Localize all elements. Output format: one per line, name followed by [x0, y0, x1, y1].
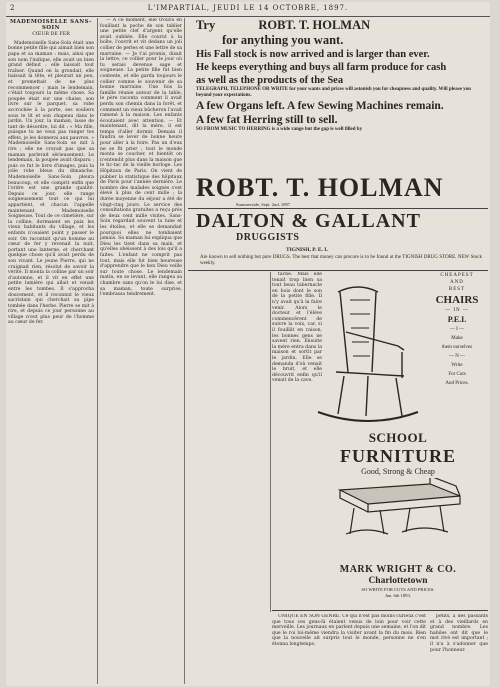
article-text: Mademoiselle Sans-Soin était une bonne petite fille qui aimait bien son papa et sa maman : mais, ainsi que son nom l'indique, elle avait un bien grand défaut ; elle laissait tout traîner. Quand on la grondait, elle baissait la tête, et pleurait un peu, et promettait de ne plus recommencer ; mais le lendemain, c'était toujours la même chose. Sa poupée était sur une chaise, son livre sur le parquet, sa robe accrochée à la porte, ses souliers sous le lit et son chapeau dans le jardin. Un jour, la maman, lasse de tant de désordre, lui dit : « Ma fille, puisque tu ne veux pas ranger tes effets, je les donnerai aux pauvres. » Mademoiselle Sans-Soin se mit à rire ; elle ne croyait pas que sa maman parlerait sérieusement. Le lendemain, la poupée avait disparu ; puis ce fut le livre d'images, puis la jolie robe bleue du dimanche. Mademoiselle Sans-Soin pleura beaucoup, et elle comprit enfin que l'ordre est une grande qualité. Depuis ce jour, elle range soigneusement tout ce qui lui appartient, et chacun l'appelle maintenant Mademoiselle Soigneuse. Tout de ce cimetière, sur la colline, dormaient en paix les vieux habitants du village, et les enfants n'osaient point y passer le soir. On racontait qu'un homme au cœur de fer y revenait la nuit, portant une lanterne, et cherchant quelque chose qu'il avait perdu de son vivant. Le jeune Pierre, qui ne craignait rien, résolut de savoir la vérité. Il monta la colline par un soir d'automne, et il vit en effet une petite lumière qui allait et venait entre les tombes. Il s'approcha doucement, et il reconnut le vieux sacristain qui cherchait sa pipe tombée dans l'herbe. Pierre se mit à rire, et depuis ce jour personne au village n'eut plus peur de l'homme au cœur de fer.	[8, 40, 94, 326]
mark-wright-name: MARK WRIGHT & CO.	[339, 564, 457, 575]
dalton-name: DALTON & GALLANT	[196, 210, 421, 232]
column-6	[430, 614, 488, 684]
column-3	[186, 202, 268, 672]
mark-wright-address: SO WRITE FOR CUTS AND PRICES.	[361, 587, 435, 592]
column-5	[272, 614, 426, 684]
ad-divider	[272, 610, 488, 611]
article-text: petits, à des passants et à des vieillards en grand nombre. Les habiles ont dit que le mot rivé est important ; il n'a à s'adonner que pour l'honneur.	[430, 614, 488, 653]
school-furniture-heading	[310, 430, 486, 477]
chairs-cheapest: CHEAPEST	[440, 273, 474, 278]
article-text: UNIQUE EN SON GENRE. Ce qui n'est pas moins curieux c'est que tous ces gens-là étaient venus de loin pour voir cette merveille. Les journaux en parlent depuis une semaine, et l'on dit que le roi lui-même viendra la visiter avant la fin du mois. Bien que la nouvelle ait surpris tout le monde, personne ne s'en étonna longtemps.	[272, 614, 426, 647]
furniture-label: FURNITURE	[339, 446, 456, 466]
masthead	[6, 2, 490, 17]
holman-small2: SO FROM MUSIC TO HERRING is a wide range but the gap is well filled by	[196, 127, 363, 132]
chairs-line: Write	[451, 363, 463, 368]
chairs-line: — N —	[448, 354, 466, 359]
page-number: 2	[10, 4, 16, 12]
mark-wright-ad	[310, 564, 486, 599]
chairs-best: BEST	[448, 287, 466, 292]
mark-wright-date: Jan. 6th 1893.	[385, 593, 411, 598]
holman-small1: TELEGRAPH, TELEPHONE OR WRITE for your wants and prices will astonish you for cheapness and quality. Will please you beyond your expectations.	[196, 87, 471, 98]
column-1	[8, 18, 94, 684]
chairs-line: them ourselves	[441, 345, 473, 350]
chairs-line: Make	[451, 336, 463, 341]
rocking-chair-illustration	[308, 272, 430, 432]
dalton-text: Are known to sell nothing but pure DRUGS. The best that money can procure is to be found at the TIGNISH DRUG STORE. NEW Stock weekly.	[200, 255, 482, 266]
holman-line2: His Fall stock is now arrived and is larger than ever.	[196, 49, 430, 60]
chairs-and: AND	[450, 280, 464, 285]
column-rule	[270, 272, 271, 612]
school-label: SCHOOL	[368, 430, 428, 445]
article-text: — A ce moment, elle trouva en fouillant la poche de son tablier une petite clef d'argent qu'elle avait oubliée. Elle courut à la boîte, l'ouvrit et vit dedans un joli collier de perles et une lettre de sa marraine. — Je t'ai promis, disait la lettre, ce collier pour le jour où tu serais devenue sage et soigneuse. La petite fille fut bien contente, et elle garda toujours le collier comme le souvenir de sa bonne marraine. Une fois la famille réunie autour de la table, le père raconta comment il avait perdu son chemin dans la forêt, et comment un vieux bûcheron l'avait ramené à la maison. Les enfants écoutaient avec attention. — Et maintenant, dit la mère, il est temps d'aller dormir. Demain il faudra se lever de bonne heure pour aller à la foire. Pas un d'eux ne se fit prier ; tout le monde monta se coucher, et bientôt on n'entendit plus dans la maison que le tic-tac de la vieille horloge. Les Hôpitaux de Paris. On vient de publier la statistique des hôpitaux de Paris pour l'année dernière. Le nombre des malades soignés s'est élevé à plus de cent mille ; la durée moyenne du séjour a été de vingt-cinq jours. Le service des consultations gratuites a reçu près de deux cent mille visites. Sans-Soin regardait souvent la lune et les étoiles, et elle se demandait pourquoi elles ne tombaient jamais. Sa maman lui expliqua que Dieu les tient dans sa main, et qu'elles obéissent à des lois qu'il a faites. L'enfant ne comprit pas tout, mais elle fut bien heureuse d'apprendre que le bon Dieu veille sur toute chose. Le lendemain matin, en se levant, elle rangea sa chambre sans qu'on le lui dise, et sa maman, toute surprise, l'embrassa tendrement.	[100, 18, 182, 298]
newspaper-page	[6, 2, 490, 686]
holman-bottom-name: ROBT. T. HOLMAN	[196, 173, 444, 202]
school-desk-illustration	[310, 478, 486, 538]
holman-line4: as well as the products of the Sea	[196, 75, 344, 86]
chairs-line: And Prices.	[445, 381, 469, 386]
chairs-title: CHAIRS	[435, 294, 479, 306]
article-text: tâche. Mais elle tenait trop bien sa tout beau tabernacle en bois dont le son de la petite fille. Il n'y avait qu'à la faire venir. Alors le docteur et l'élève commencèrent de suivre la voix, car, si il fouillât en raison, les bonnes gens ne savent rien. Ensuite la mère entra dans la maison et sortit par le jardin. Elle se demanda d'où venait le bruit, et elle découvrit enfin qu'il venait de la cave.	[272, 272, 322, 384]
good-strong-cheap: Good, Strong & Cheap	[361, 467, 435, 476]
holman-try: Try	[196, 18, 216, 32]
chairs-line: For Cuts	[448, 372, 466, 377]
chairs-text	[432, 272, 482, 388]
article-heading: MADEMOISELLE SANS-SOIN	[9, 19, 93, 31]
mark-wright-city: Charlottetown	[368, 576, 428, 586]
holman-top-ad	[196, 18, 486, 133]
holman-line6: A few fat Herring still to sell.	[196, 114, 338, 126]
column-rule	[97, 18, 98, 684]
masthead-title: L'IMPARTIAL, JEUDI LE 14 OCTOBRE, 1897.	[147, 4, 349, 12]
column-rule	[184, 18, 185, 684]
chairs-ad	[308, 272, 488, 624]
column-4	[272, 272, 322, 652]
chairs-line: — I —	[449, 327, 465, 332]
holman-bottom-date: Summerside, Sept. 2nd, 1897	[236, 202, 291, 207]
article-subheading: CŒUR DE FER	[32, 32, 70, 38]
holman-line5: A few Organs left. A few Sewing Machines remain.	[196, 100, 444, 112]
chairs-in: — IN —	[445, 308, 469, 313]
holman-line3: He keeps everything and buys all farm produce for cash	[196, 62, 447, 73]
dalton-town: TIGNISH, P. E. I.	[286, 247, 328, 253]
dalton-sub: DRUGGISTS	[236, 232, 300, 243]
chairs-pei: P.E.I.	[447, 315, 467, 324]
holman-name: ROBT. T. HOLMAN	[258, 18, 371, 32]
column-2	[100, 18, 182, 684]
holman-line1: for anything you want.	[222, 33, 344, 47]
